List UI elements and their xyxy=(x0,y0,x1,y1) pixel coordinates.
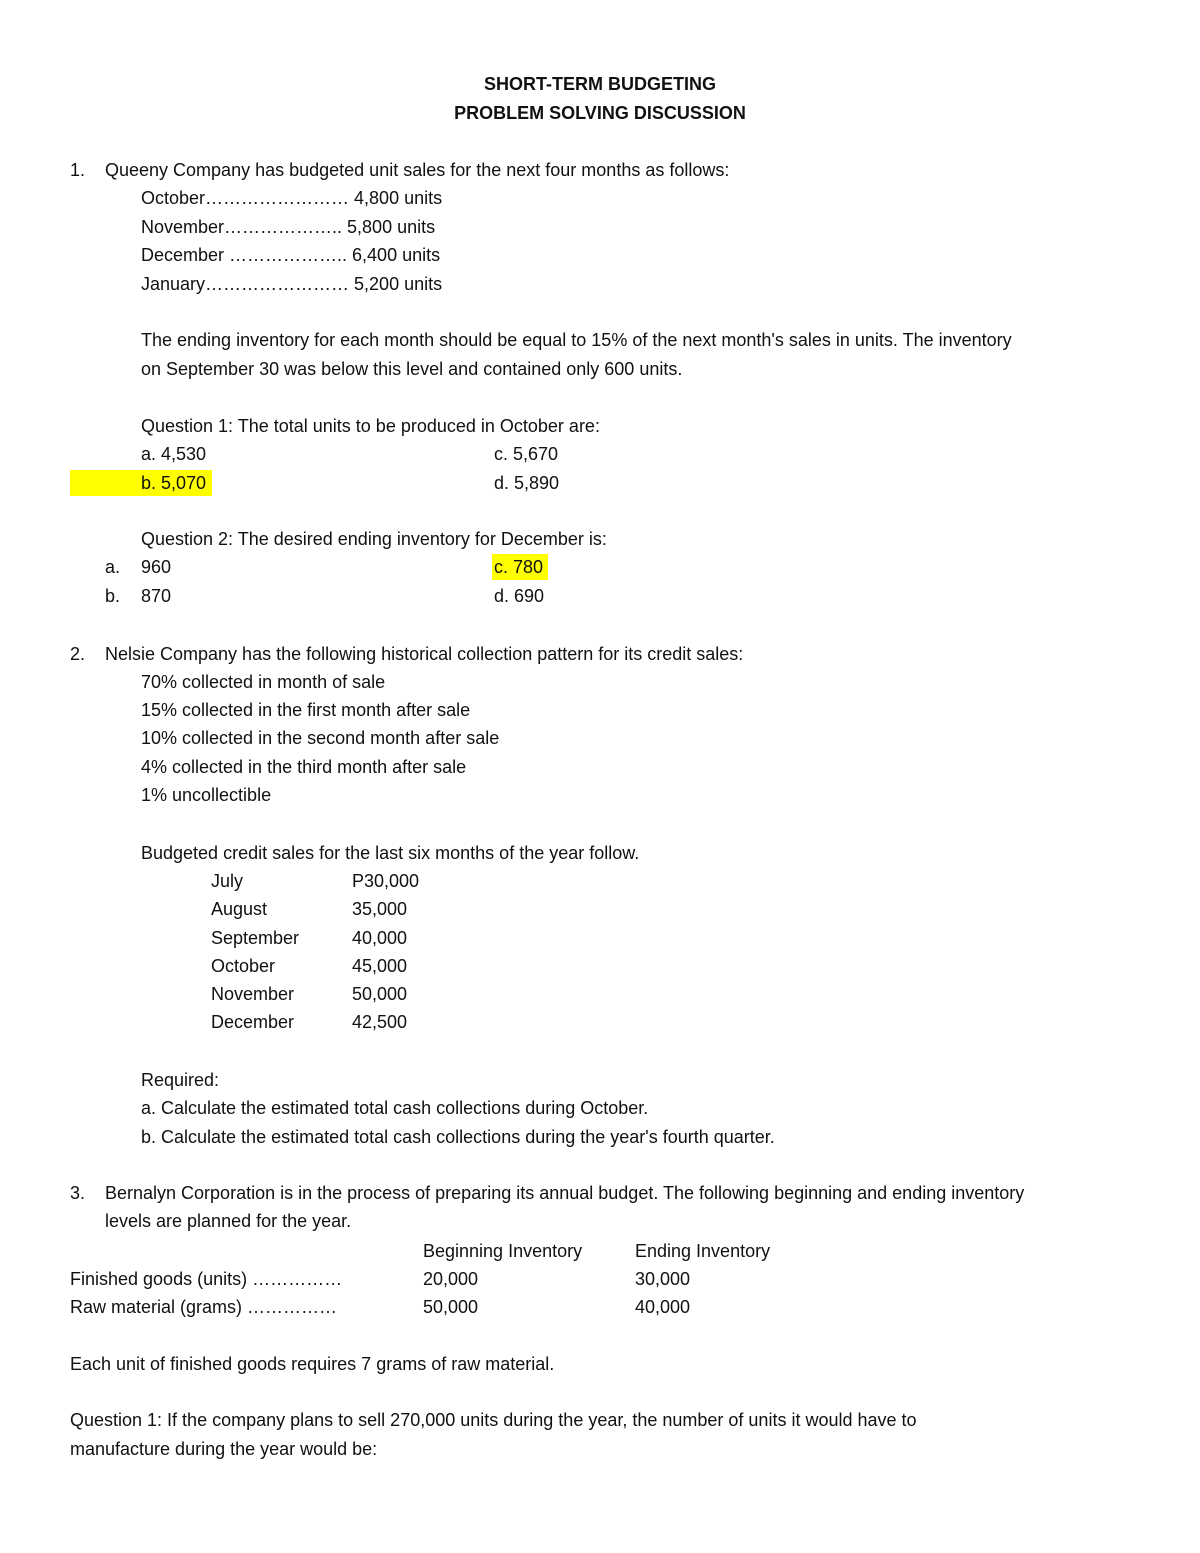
sales-line: January…………………… 5,200 units xyxy=(141,274,443,294)
column-header-beginning: Beginning Inventory xyxy=(423,1241,583,1261)
budget-intro: Budgeted credit sales for the last six months of the year follow. xyxy=(141,843,640,863)
problem3-text-line: Bernalyn Corporation is in the process of preparing its annual budget. The following beginning and ending inventory xyxy=(105,1183,1025,1203)
answer-option: 960 xyxy=(141,557,172,577)
required-label: Required: xyxy=(141,1070,220,1090)
problem3-text-line: levels are planned for the year. xyxy=(105,1211,352,1231)
answer-option: 870 xyxy=(141,586,172,606)
problem2-intro: Nelsie Company has the following historical collection pattern for its credit sales: xyxy=(105,644,744,664)
question-prompt: Question 1: If the company plans to sell 270,000 units during the year, the number of units it would have to xyxy=(70,1410,917,1430)
document-subtitle: PROBLEM SOLVING DISCUSSION xyxy=(454,103,746,123)
inventory-row-end: 40,000 xyxy=(635,1297,691,1317)
budget-month: November xyxy=(211,984,295,1004)
budget-month: August xyxy=(211,899,268,919)
collection-pattern-item: 70% collected in month of sale xyxy=(141,672,386,692)
budget-amount: 50,000 xyxy=(352,984,408,1004)
required-item: a. Calculate the estimated total cash collections during October. xyxy=(141,1098,649,1118)
problem-number: 1. xyxy=(70,160,86,180)
answer-option: d. 5,890 xyxy=(494,473,560,493)
budget-month: October xyxy=(211,956,276,976)
budget-amount: 45,000 xyxy=(352,956,408,976)
answer-letter: b. xyxy=(105,586,121,606)
collection-pattern-item: 1% uncollectible xyxy=(141,785,272,805)
answer-letter: a. xyxy=(105,557,121,577)
collection-pattern-item: 4% collected in the third month after sale xyxy=(141,757,467,777)
budget-month: December xyxy=(211,1012,295,1032)
collection-pattern-item: 10% collected in the second month after sale xyxy=(141,728,500,748)
sales-line: December ……………….. 6,400 units xyxy=(141,245,441,265)
question-prompt: Question 2: The desired ending inventory for December is: xyxy=(141,529,607,549)
budget-amount: P30,000 xyxy=(352,871,420,891)
raw-material-note: Each unit of finished goods requires 7 grams of raw material. xyxy=(70,1354,555,1374)
budget-month: September xyxy=(211,928,300,948)
question-prompt: manufacture during the year would be: xyxy=(70,1439,378,1459)
problem1-intro: Queeny Company has budgeted unit sales for the next four months as follows: xyxy=(105,160,730,180)
collection-pattern-item: 15% collected in the first month after sale xyxy=(141,700,471,720)
problem-number: 3. xyxy=(70,1183,86,1203)
inventory-row-label: Finished goods (units) …………… xyxy=(70,1269,343,1289)
budget-amount: 42,500 xyxy=(352,1012,408,1032)
sales-line: November……………….. 5,800 units xyxy=(141,217,436,237)
column-header-ending: Ending Inventory xyxy=(635,1241,771,1261)
document-title: SHORT-TERM BUDGETING xyxy=(484,74,716,94)
answer-option: a. 4,530 xyxy=(141,444,207,464)
question-prompt: Question 1: The total units to be produced in October are: xyxy=(141,416,600,436)
inventory-paragraph-line: The ending inventory for each month should be equal to 15% of the next month's sales in units. The inventory xyxy=(141,330,1012,350)
answer-option-selected: c. 780 xyxy=(494,557,544,577)
inventory-paragraph-line: on September 30 was below this level and contained only 600 units. xyxy=(141,359,683,379)
budget-amount: 40,000 xyxy=(352,928,408,948)
inventory-row-begin: 20,000 xyxy=(423,1269,479,1289)
answer-option-selected: b. 5,070 xyxy=(141,473,207,493)
problem-number: 2. xyxy=(70,644,86,664)
inventory-row-label: Raw material (grams) …………… xyxy=(70,1297,338,1317)
answer-option: d. 690 xyxy=(494,586,545,606)
sales-line: October…………………… 4,800 units xyxy=(141,188,443,208)
inventory-row-end: 30,000 xyxy=(635,1269,691,1289)
budget-amount: 35,000 xyxy=(352,899,408,919)
required-item: b. Calculate the estimated total cash collections during the year's fourth quarter. xyxy=(141,1127,775,1147)
answer-option: c. 5,670 xyxy=(494,444,559,464)
budget-month: July xyxy=(211,871,244,891)
inventory-row-begin: 50,000 xyxy=(423,1297,479,1317)
